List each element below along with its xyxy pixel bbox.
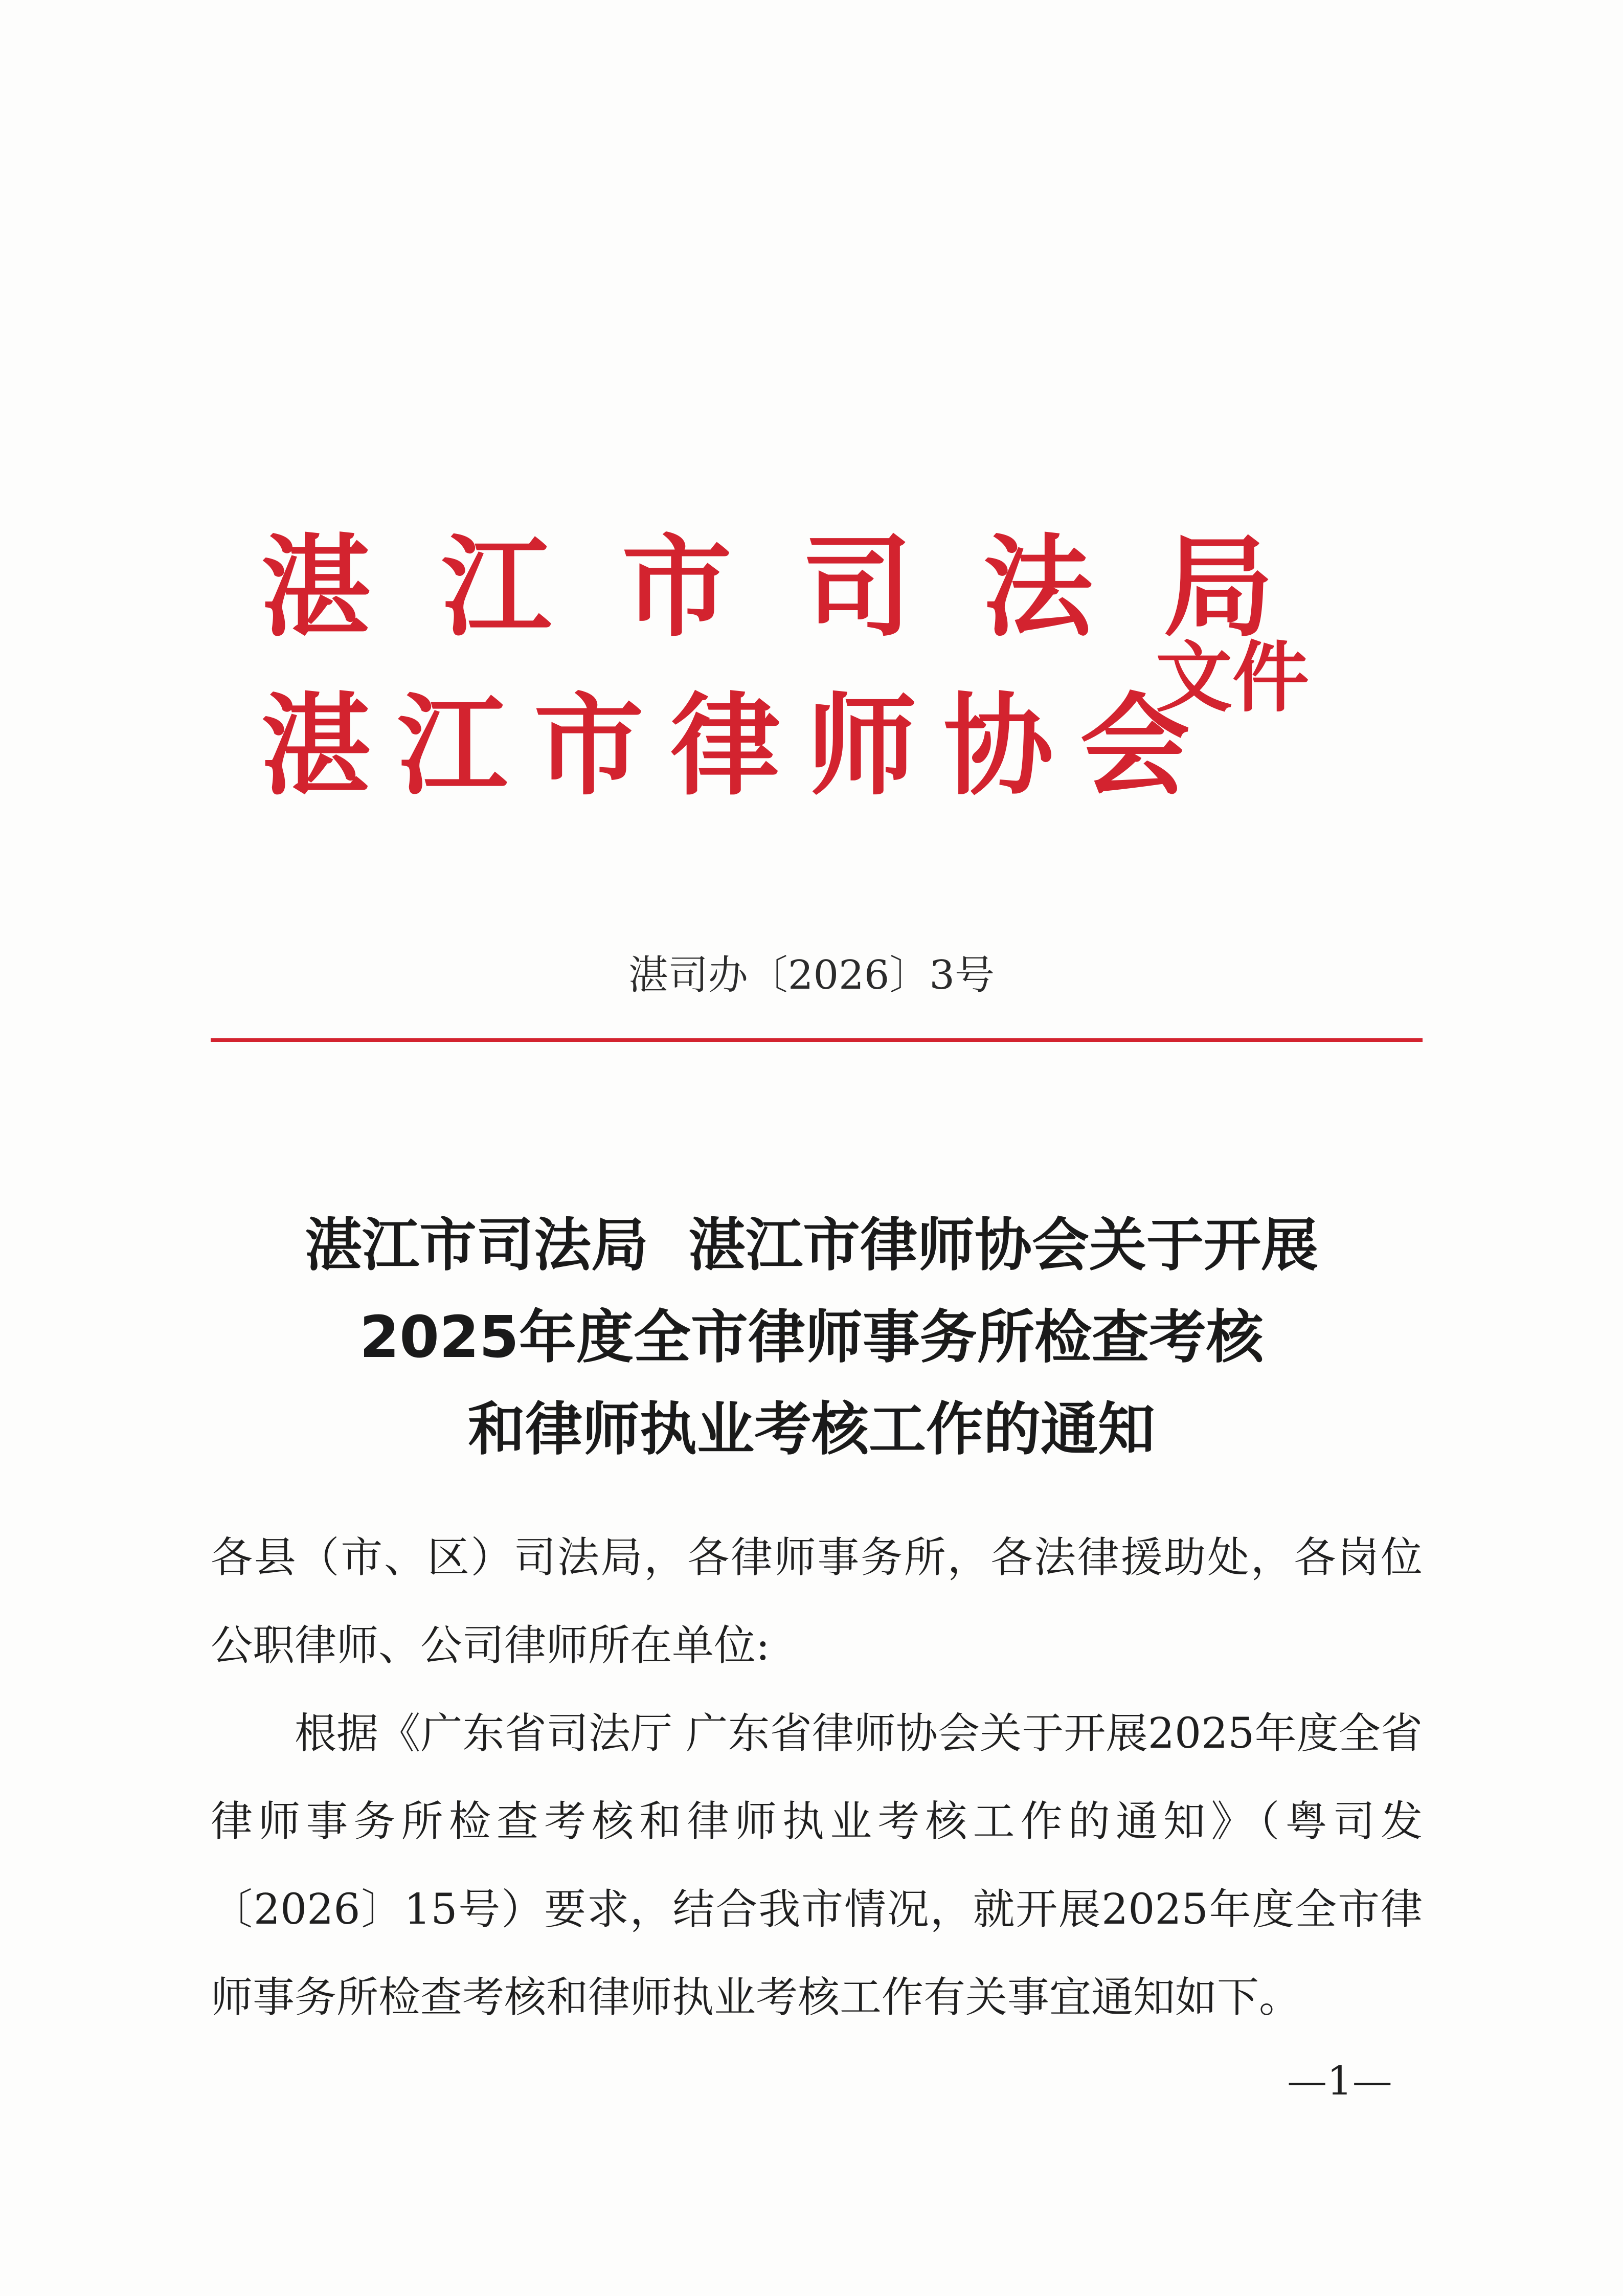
title-line-1: 湛江市司法局 湛江市律师协会关于开展 [305,1212,1318,1279]
body-paragraph-1: 根据《广东省司法厅 广东省律师协会关于开展2025年度全省律师事务所检查考核和律师执业考核工作的通知》（粤司发〔2026〕15号）要求，结合我市情况，就开展2025年度全市律师事务所检查考核和律师执业考核工作有关事宜通知如下。 [211,1709,1423,2022]
addressee-paragraph: 各县（市、区）司法局，各律师事务所，各法律援助处，各岗位公职律师、公司律师所在单位: [211,1533,1423,1670]
masthead-line-justice-bureau: 湛江市司法局 [261,522,1344,652]
masthead-suffix: 文件 [1156,633,1310,723]
document-body [211,1514,1423,2042]
title-line-2: 2025年度全市律师事务所检查考核 [359,1304,1264,1371]
page-number: —1— [1287,2058,1392,2104]
red-masthead [261,522,1386,839]
document-title [0,1199,1623,1476]
document-number: 湛司办〔2026〕3号 [628,952,995,998]
red-separator-line [211,1038,1423,1042]
title-line-3: 和律师执业考核工作的通知 [468,1396,1155,1463]
masthead-line-lawyers-association: 湛江市律师协会 [261,681,1216,810]
